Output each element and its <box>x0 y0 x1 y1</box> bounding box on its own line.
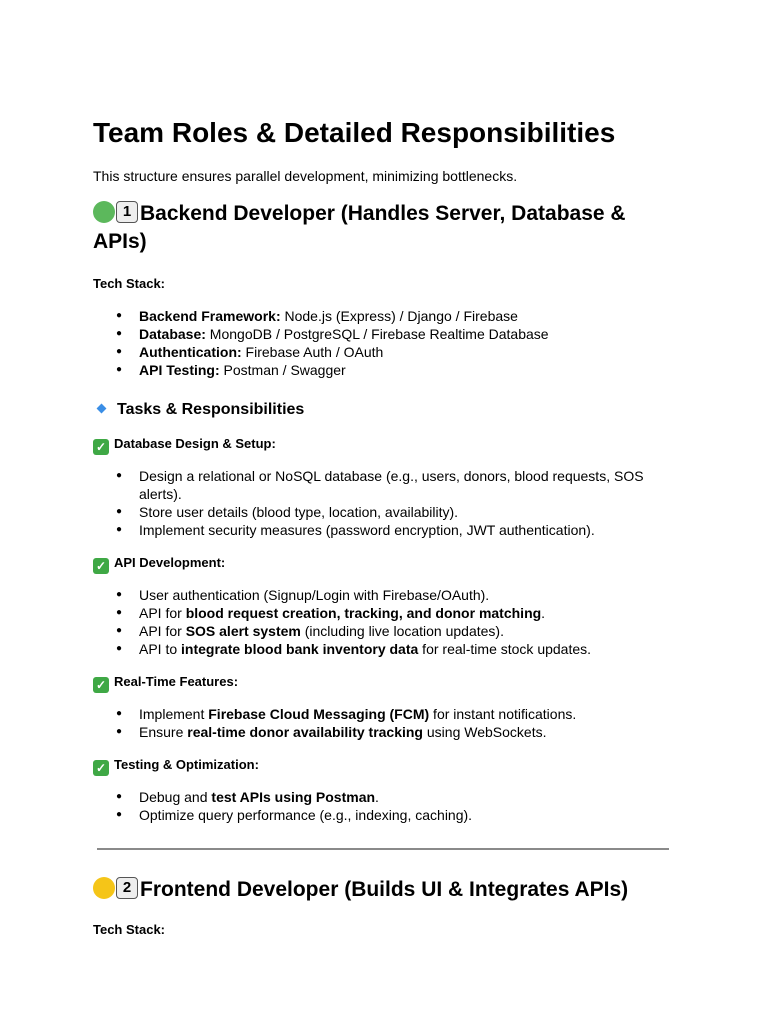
section-heading-text: Frontend Developer (Builds UI & Integrates APIs) <box>140 878 629 901</box>
task-group-title: ✓ Testing & Optimization: <box>93 755 683 776</box>
check-mark-icon: ✓ <box>93 760 109 776</box>
check-mark-icon: ✓ <box>93 558 109 574</box>
task-list <box>93 467 683 539</box>
list-item: ● API to integrate blood bank inventory data for real-time stock updates. <box>93 640 683 658</box>
green-circle-icon <box>93 201 115 223</box>
section-number-badge <box>93 877 138 899</box>
list-item: ● API for blood request creation, tracking, and donor matching. <box>93 604 683 622</box>
section-number-badge <box>93 201 138 223</box>
task-group-title: ✓ Database Design & Setup: <box>93 434 683 455</box>
list-item: ● User authentication (Signup/Login with Firebase/OAuth). <box>93 586 683 604</box>
task-list <box>93 705 683 741</box>
list-item: ● Backend Framework: Node.js (Express) / Django / Firebase <box>93 307 683 325</box>
list-item: ● Database: MongoDB / PostgreSQL / Firebase Realtime Database <box>93 325 683 343</box>
section-heading-text: Backend Developer (Handles Server, Database & APIs) <box>93 202 626 253</box>
blue-diamond-icon <box>97 404 107 414</box>
tech-stack-label: Tech Stack: <box>93 922 166 937</box>
list-item: ● Authentication: Firebase Auth / OAuth <box>93 343 683 361</box>
intro-text: This structure ensures parallel development, minimizing bottlenecks. <box>93 168 518 184</box>
document-content <box>93 112 683 940</box>
keycap-number-icon: 2 <box>116 877 138 899</box>
tasks-heading: Tasks & Responsibilities <box>93 399 683 421</box>
list-item: ● Optimize query performance (e.g., indexing, caching). <box>93 806 683 824</box>
list-item: ● API Testing: Postman / Swagger <box>93 361 683 379</box>
list-item: ● Implement security measures (password encryption, JWT authentication). <box>93 521 683 539</box>
task-group-title: ✓ API Development: <box>93 553 683 574</box>
check-mark-icon: ✓ <box>93 439 109 455</box>
task-list <box>93 586 683 658</box>
keycap-number-icon: 1 <box>116 201 138 223</box>
tech-stack-list <box>93 307 683 379</box>
list-item: ● Store user details (blood type, location, availability). <box>93 503 683 521</box>
check-mark-icon: ✓ <box>93 677 109 693</box>
section-divider <box>97 848 669 850</box>
task-list <box>93 788 683 824</box>
list-item: ● Implement Firebase Cloud Messaging (FCM) for instant notifications. <box>93 705 683 723</box>
list-item: ● API for SOS alert system (including live location updates). <box>93 622 683 640</box>
page-title: Team Roles & Detailed Responsibilities <box>93 117 616 148</box>
tech-stack-label: Tech Stack: <box>93 276 166 291</box>
list-item: ● Debug and test APIs using Postman. <box>93 788 683 806</box>
section-heading-frontend <box>93 876 683 904</box>
yellow-circle-icon <box>93 877 115 899</box>
task-group-title: ✓ Real-Time Features: <box>93 672 683 693</box>
list-item: ● Design a relational or NoSQL database (e.g., users, donors, blood requests, SOS alerts). <box>93 467 683 503</box>
section-heading-backend <box>93 200 683 256</box>
list-item: ● Ensure real-time donor availability tracking using WebSockets. <box>93 723 683 741</box>
